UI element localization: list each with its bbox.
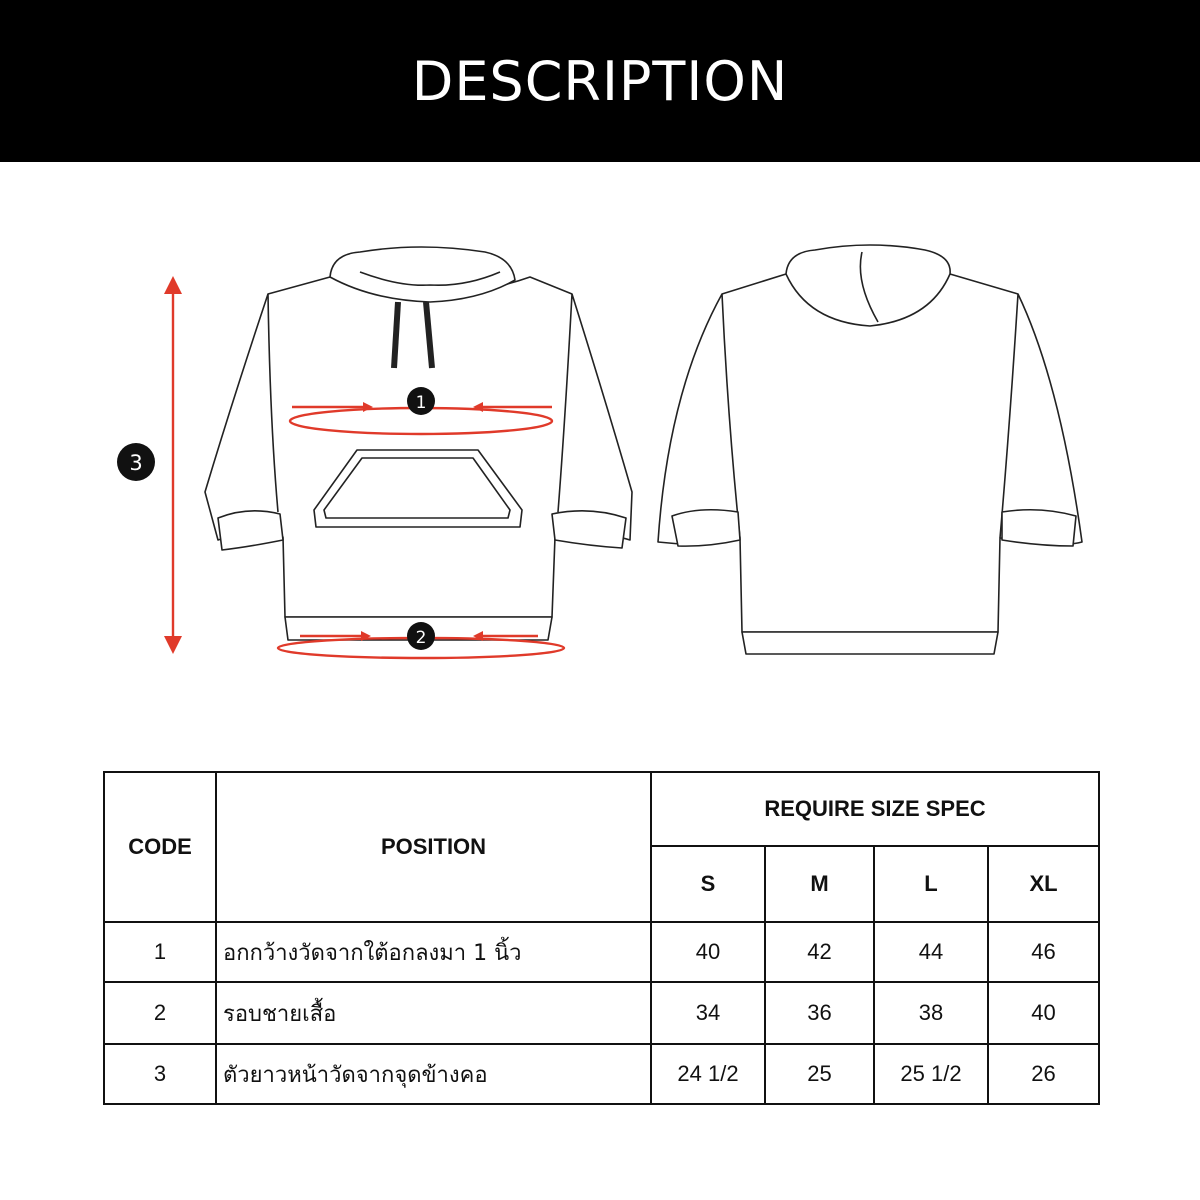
row-value-xl: 26 xyxy=(988,1044,1099,1104)
table-row xyxy=(104,922,1099,982)
row-value-xl: 40 xyxy=(988,982,1099,1044)
row-value-s: 40 xyxy=(651,922,765,982)
row-code: 3 xyxy=(104,1044,216,1104)
hoodie-back-icon xyxy=(658,245,1082,654)
size-header-l: L xyxy=(874,846,988,922)
position-header: POSITION xyxy=(216,772,651,922)
row-position: รอบชายเสื้อ xyxy=(216,982,651,1044)
row-value-m: 25 xyxy=(765,1044,874,1104)
row-value-l: 44 xyxy=(874,922,988,982)
drawstring-left xyxy=(394,302,398,368)
table-row xyxy=(104,1044,1099,1104)
row-value-s: 24 1/2 xyxy=(651,1044,765,1104)
row-value-xl: 46 xyxy=(988,922,1099,982)
marker-3-label: 3 xyxy=(129,451,143,475)
header-banner xyxy=(0,0,1200,162)
row-value-m: 42 xyxy=(765,922,874,982)
row-value-l: 38 xyxy=(874,982,988,1044)
size-spec-header: REQUIRE SIZE SPEC xyxy=(651,772,1099,846)
size-header-xl: XL xyxy=(988,846,1099,922)
row-code: 2 xyxy=(104,982,216,1044)
row-code: 1 xyxy=(104,922,216,982)
page-title: DESCRIPTION xyxy=(411,49,789,113)
code-header: CODE xyxy=(104,772,216,922)
marker-1-label: 1 xyxy=(415,393,427,413)
row-value-s: 34 xyxy=(651,982,765,1044)
table-row xyxy=(104,982,1099,1044)
row-value-l: 25 1/2 xyxy=(874,1044,988,1104)
length-measure-marker xyxy=(117,276,182,654)
size-header-m: M xyxy=(765,846,874,922)
marker-2-label: 2 xyxy=(415,628,427,648)
row-position: อกกว้างวัดจากใต้อกลงมา 1 นิ้ว xyxy=(216,922,651,982)
size-header-s: S xyxy=(651,846,765,922)
hoodie-front-icon xyxy=(205,247,632,640)
row-value-m: 36 xyxy=(765,982,874,1044)
row-position: ตัวยาวหน้าวัดจากจุดข้างคอ xyxy=(216,1044,651,1104)
garment-illustration xyxy=(0,162,1200,722)
size-spec-table xyxy=(103,771,1100,1105)
